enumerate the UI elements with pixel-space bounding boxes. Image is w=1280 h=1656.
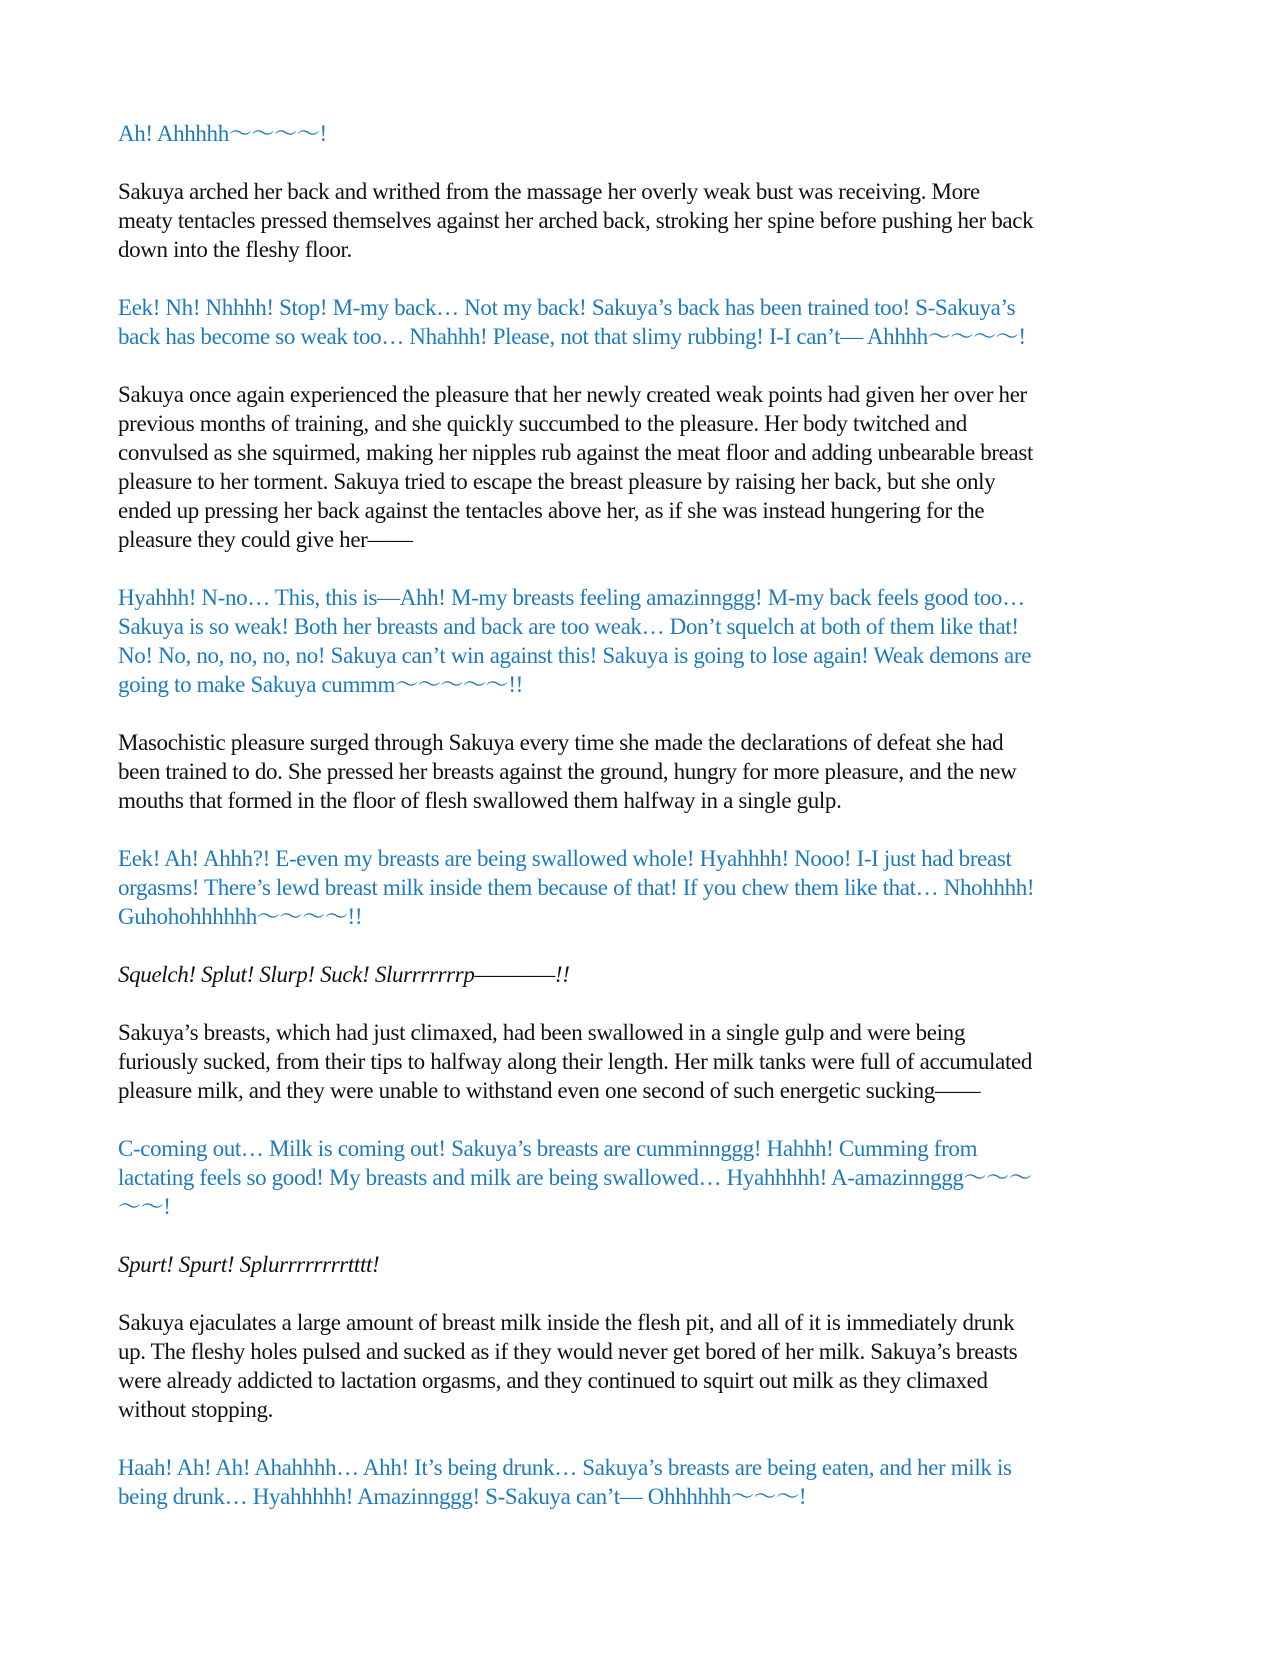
narration-paragraph: Masochistic pleasure surged through Sakuya every time she made the declarations of defeat she had been trained to do. She pressed her breasts against the ground, hungry for more pleasure, and the new mouths that formed in the floor of flesh swallowed them halfway in a single gulp. xyxy=(118,730,1017,813)
narration-paragraph: Sakuya arched her back and writhed from the massage her overly weak bust was receiving. More meaty tentacles pressed themselves against her arched back, stroking her spine before pushing her back down into the fleshy floor. xyxy=(118,179,1034,262)
dialogue-paragraph: Eek! Ah! Ahhh?! E-even my breasts are being swallowed whole! Hyahhhh! Nooo! I-I just had breast orgasms! There’s lewd breast milk inside them because of that! If you chew them like that… Nhohhhh! Guhohohhhhhh〜〜〜〜!! xyxy=(118,846,1035,929)
narration-paragraph: Sakuya’s breasts, which had just climaxed, had been swallowed in a single gulp and were being furiously sucked, from their tips to halfway along their length. Her milk tanks were full of accumulated pleasure milk, and they were unable to withstand even one second of such energetic sucking—— xyxy=(118,1020,1033,1103)
dialogue-paragraph: Ah! Ahhhhh〜〜〜〜! xyxy=(118,121,327,146)
dialogue-paragraph: Eek! Nh! Nhhhh! Stop! M-my back… Not my back! Sakuya’s back has been trained too! S-Sakuya’s back has become so weak too… Nhahhh! Please, not that slimy rubbing! I-I can’t— Ahhhh〜〜〜〜! xyxy=(118,295,1026,349)
sound-effect-paragraph: Squelch! Splut! Slurp! Suck! Slurrrrrrrp————!! xyxy=(118,962,570,987)
document-page xyxy=(118,119,1178,1540)
dialogue-paragraph: C-coming out… Milk is coming out! Sakuya’s breasts are cumminnggg! Hahhh! Cumming from lactating feels so good! My breasts and milk are being swallowed… Hyahhhhh! A-amazinnggg〜〜〜 〜〜! xyxy=(118,1136,1032,1219)
narration-paragraph: Sakuya ejaculates a large amount of breast milk inside the flesh pit, and all of it is immediately drunk up. The fleshy holes pulsed and sucked as if they would never get bored of her milk. Sakuya’s breasts were already addicted to lactation orgasms, and they continued to squirt out milk as they climaxed without stopping. xyxy=(118,1310,1018,1422)
dialogue-paragraph: Hyahhh! N-no… This, this is—Ahh! M-my breasts feeling amazinnggg! M-my back feels good too… Sakuya is so weak! Both her breasts and back are too weak… Don’t squelch at both of them like that! No! No, no, no, no, no! Sakuya can’t win against this! Sakuya is going to lose again! Weak demons are going to make Sakuya cummm〜〜〜〜〜!! xyxy=(118,585,1032,697)
narration-paragraph: Sakuya once again experienced the pleasure that her newly created weak points had given her over her previous months of training, and she quickly succumbed to the pleasure. Her body twitched and convulsed as she squirmed, making her nipples rub against the meat floor and adding unbearable breast pleasure to her torment. Sakuya tried to escape the breast pleasure by raising her back, but she only ended up pressing her back against the tentacles above her, as if she was instead hungering for the pleasure they could give her—— xyxy=(118,382,1034,552)
sound-effect-paragraph: Spurt! Spurt! Splurrrrrrrrtttt! xyxy=(118,1252,380,1277)
dialogue-paragraph: Haah! Ah! Ah! Ahahhhh… Ahh! It’s being drunk… Sakuya’s breasts are being eaten, and her milk is being drunk… Hyahhhhh! Amazinnggg! S-Sakuya can’t— Ohhhhhh〜〜〜! xyxy=(118,1455,1012,1509)
